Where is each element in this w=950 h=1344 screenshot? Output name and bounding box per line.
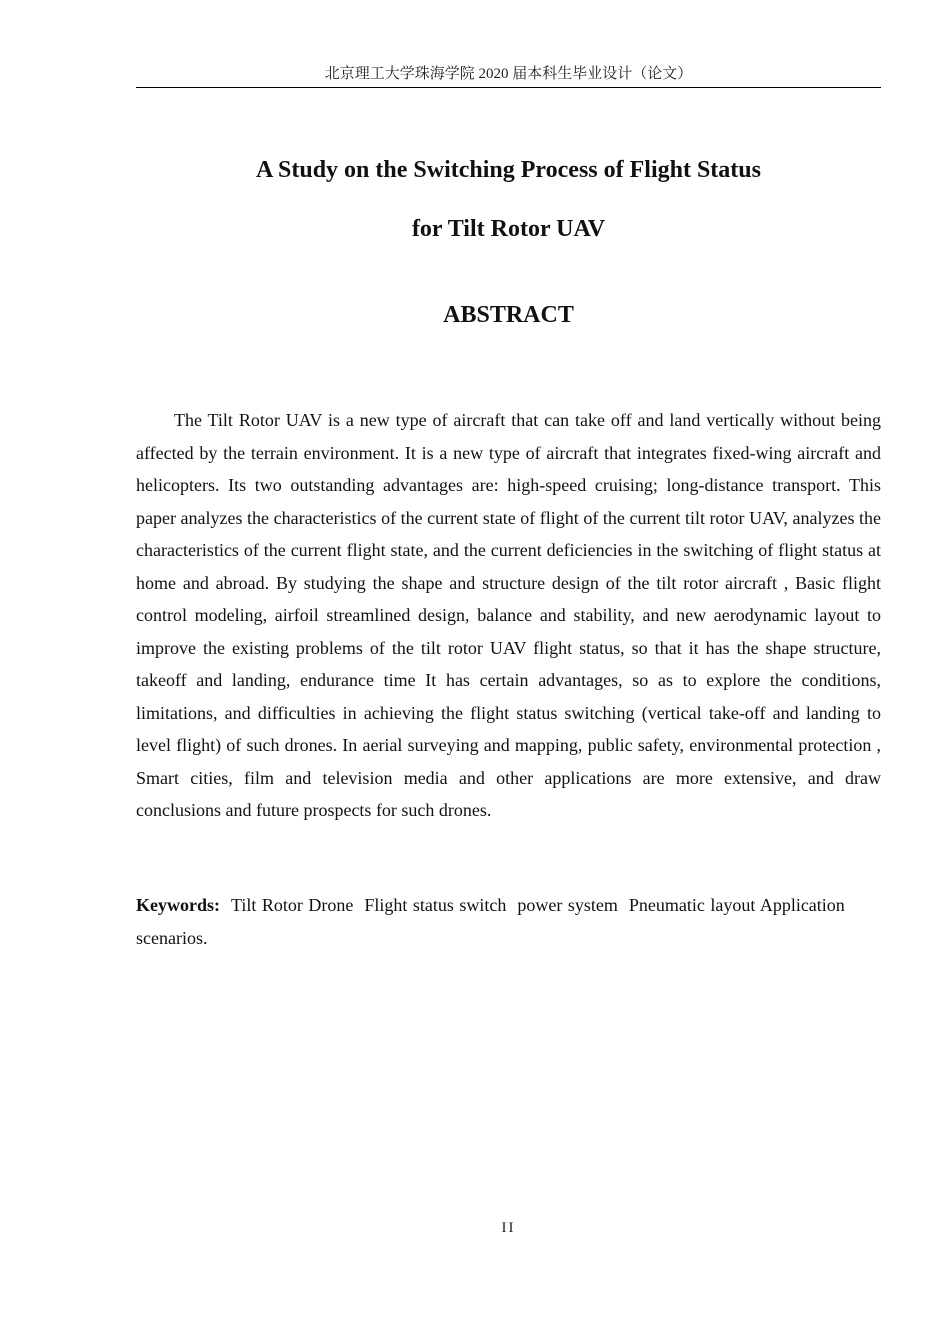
keywords-label: Keywords: [136,895,220,915]
paper-title-line-1: A Study on the Switching Process of Flight Status [256,157,761,183]
abstract-heading: ABSTRACT [443,302,574,328]
keywords-text: Tilt Rotor Drone Flight status switch power system Pneumatic layout Application scenarios. [136,895,851,948]
keywords-paragraph [136,889,881,954]
paper-title-line-2: for Tilt Rotor UAV [411,216,606,242]
header-rule [136,87,881,88]
running-header: 北京理工大学珠海学院 2020 届本科生毕业设计（论文） [324,66,693,82]
page-number: II [501,1220,516,1236]
abstract-body: The Tilt Rotor UAV is a new type of aircraft that can take off and land vertically without being affected by the terrain environment. It is a new type of aircraft that integrates fixed-wing aircraft and helicopters. Its two outstanding advantages are: high-speed cruising; long-distance transport. This paper analyzes the characteristics of the current state of flight of the current tilt rotor UAV, analyzes the characteristics of the current flight state, and the current deficiencies in the switching of flight status at home and abroad. By studying the shape and structure design of the tilt rotor aircraft , Basic flight control modeling, airfoil streamlined design, balance and stability, and new aerodynamic layout to improve the existing problems of the tilt rotor UAV flight status, so that it has the shape structure, takeoff and landing, endurance time It has certain advantages, so as to explore the conditions, limitations, and difficulties in achieving the flight status switching (vertical take-off and landing to level flight) of such drones. In aerial surveying and mapping, public safety, environmental protection , Smart cities, film and television media and other applications are more extensive, and draw conclusions and future prospects for such drones. [136,410,881,820]
